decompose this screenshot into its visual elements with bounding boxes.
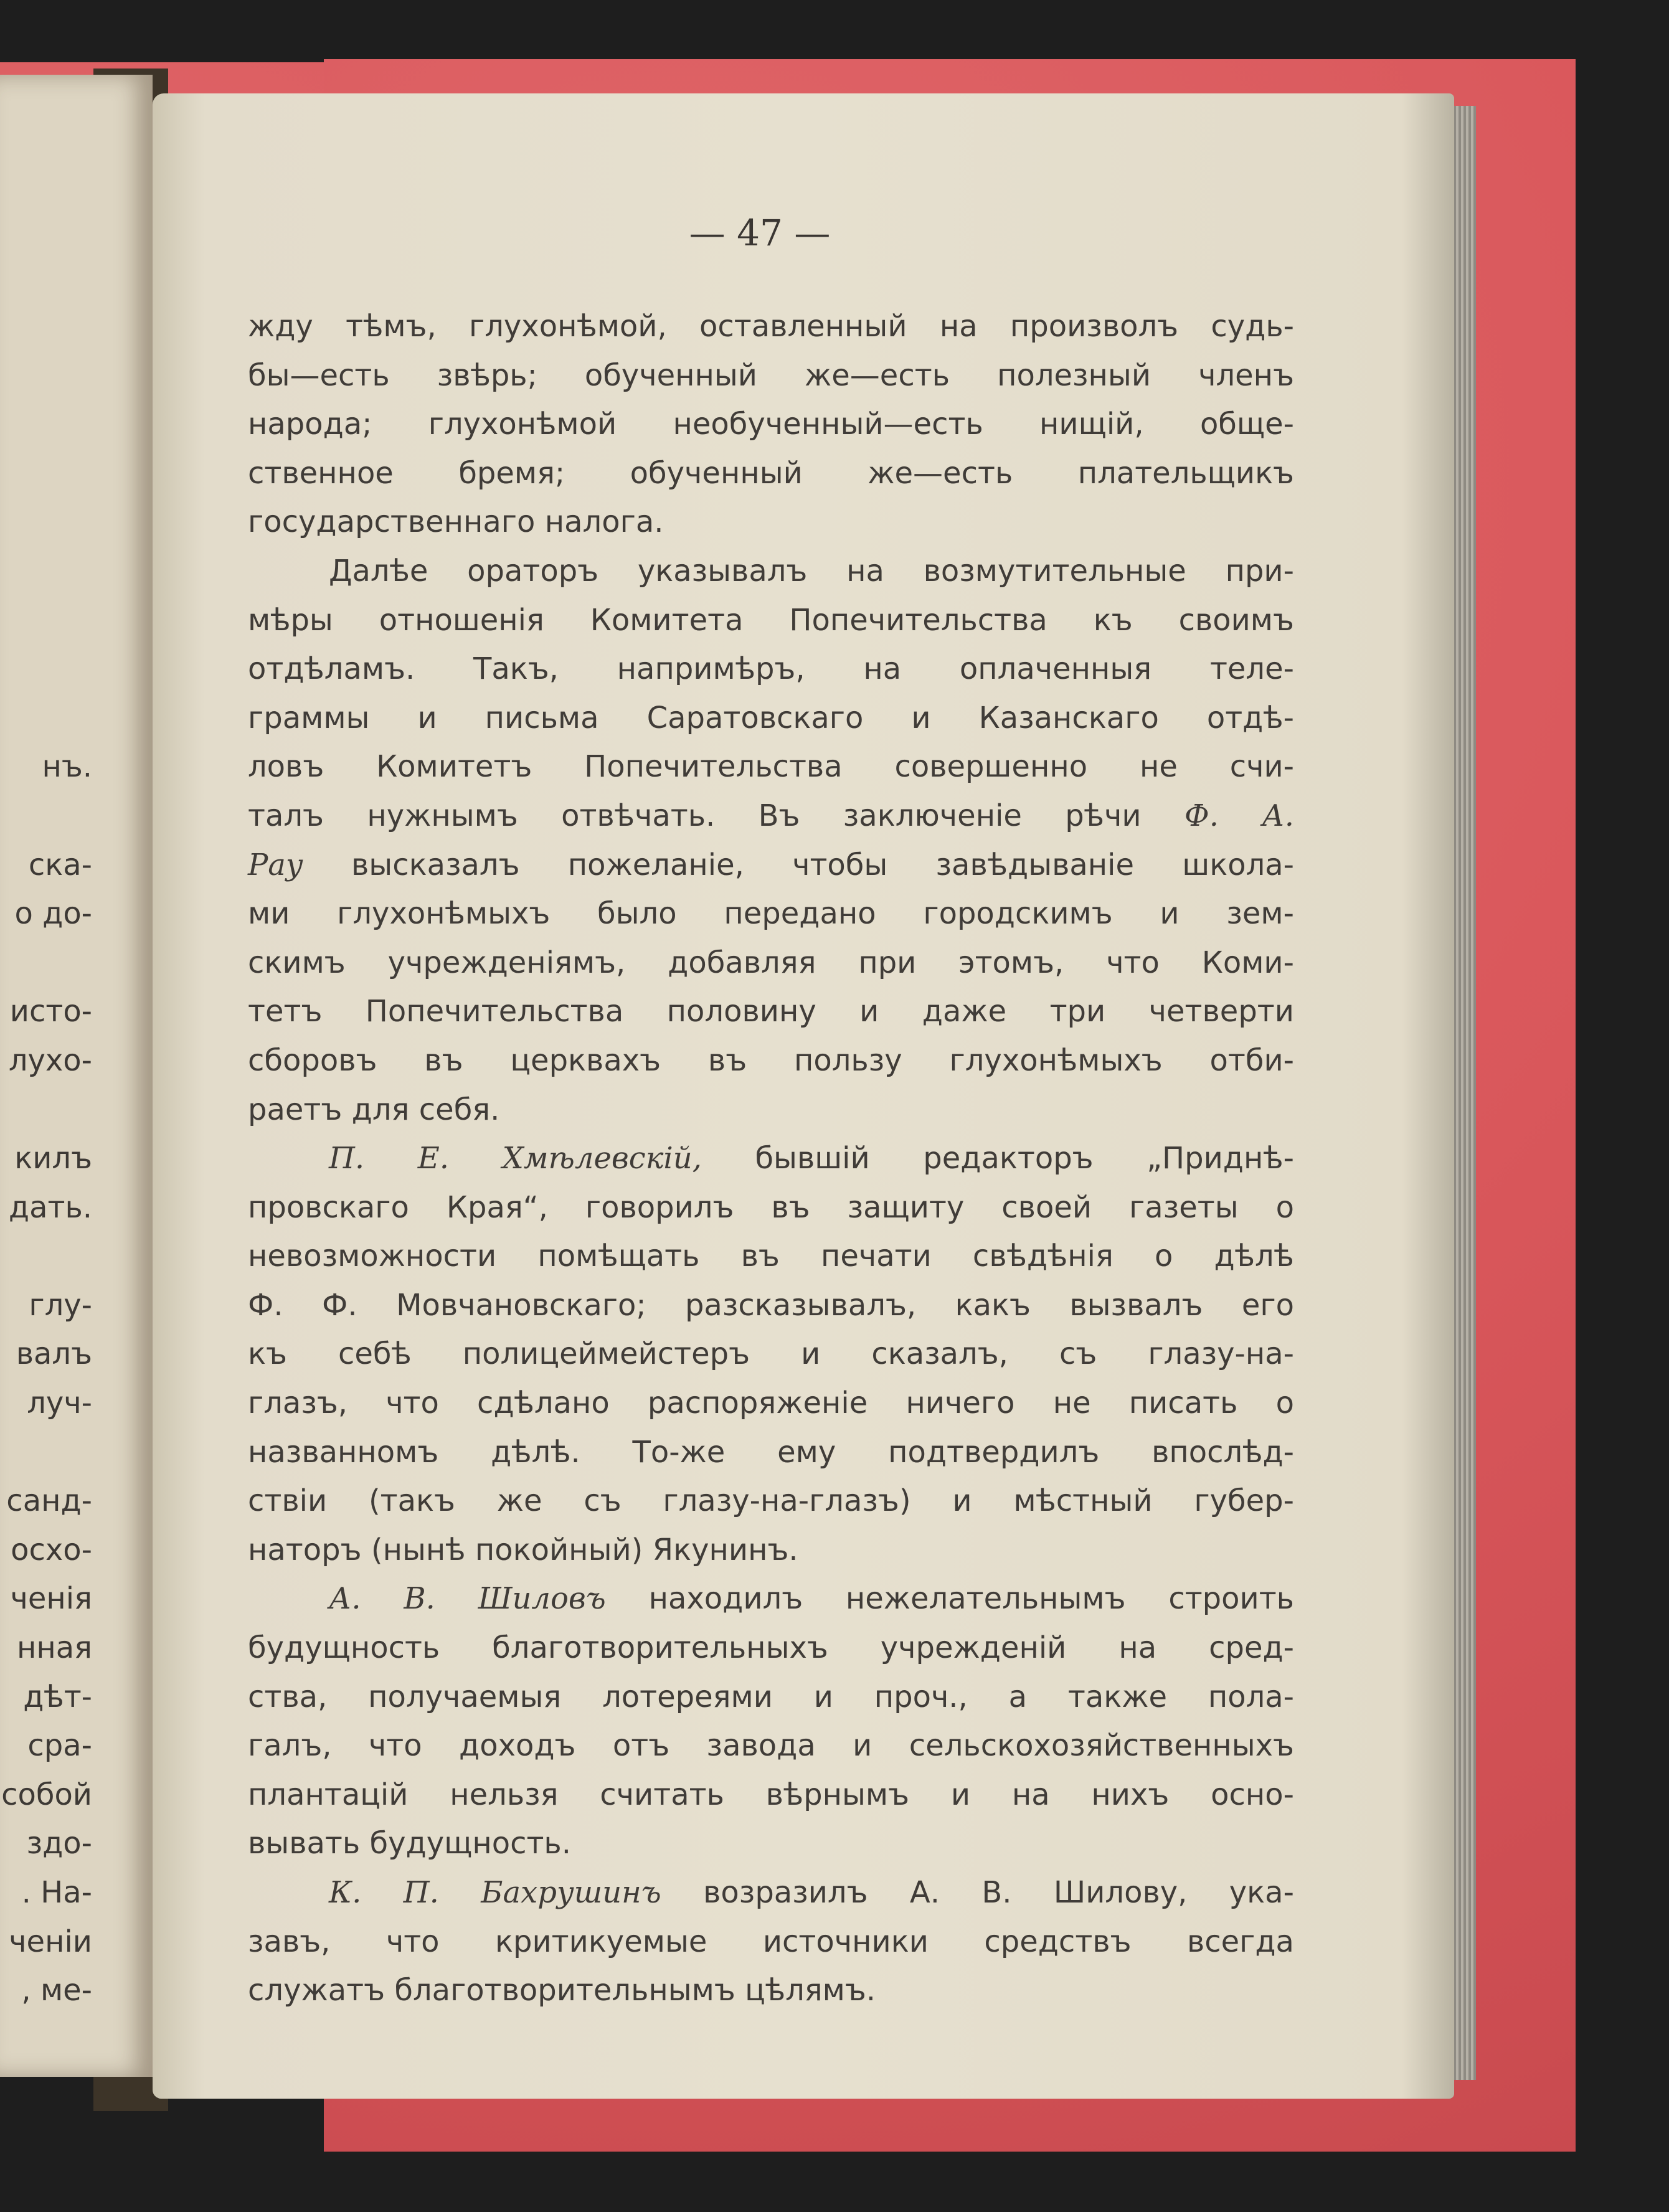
word: что	[1106, 945, 1160, 980]
left-page-fragment: здо-	[26, 1826, 92, 1861]
word: критикуемые	[495, 1924, 707, 1959]
word: три	[1049, 994, 1106, 1029]
text-line	[248, 889, 1294, 938]
text-line	[248, 694, 1294, 743]
left-page-fragment	[0, 400, 92, 449]
word: судь-	[1211, 309, 1294, 344]
text-line	[248, 596, 1294, 645]
word: вызвалъ	[1069, 1287, 1203, 1323]
word: въ	[740, 1239, 780, 1274]
word: къ	[248, 1336, 287, 1372]
word: бремя;	[458, 455, 565, 491]
word: городскимъ	[923, 896, 1113, 932]
word: же—есть	[868, 455, 1013, 491]
word: писать	[1128, 1386, 1238, 1421]
word: талъ	[248, 798, 324, 833]
word: Е.	[417, 1141, 449, 1176]
word: при-	[1225, 553, 1294, 588]
word: дѣлѣ.	[491, 1434, 580, 1470]
left-page-fragment: килъ	[14, 1141, 92, 1176]
left-page-fragment: валъ	[16, 1336, 92, 1372]
word: сборовъ	[248, 1042, 377, 1078]
word: глазу-на-	[1148, 1336, 1294, 1372]
word: сельскохозяйственныхъ	[909, 1728, 1294, 1764]
text-line	[248, 1134, 1294, 1183]
word: при	[858, 945, 917, 980]
word: въ	[707, 1042, 747, 1078]
text-line	[248, 1917, 1294, 1967]
left-page-fragment	[0, 694, 92, 743]
word: половину	[666, 994, 816, 1029]
word: даже	[922, 994, 1007, 1029]
word: Въ	[758, 798, 800, 833]
left-page-fragment: собой	[1, 1777, 92, 1812]
word: средствъ	[984, 1924, 1132, 1959]
word: нельзя	[450, 1777, 559, 1812]
word: глазу-на-глазъ)	[663, 1483, 911, 1519]
word: чтобы	[792, 847, 888, 882]
word: своей	[1001, 1189, 1092, 1225]
word: напримѣръ,	[617, 651, 805, 687]
text-line	[248, 1624, 1294, 1673]
word: полицеймейстеръ	[462, 1336, 750, 1372]
left-page-fragment	[0, 792, 92, 841]
word: и	[950, 1777, 971, 1812]
word: было	[597, 896, 677, 932]
left-page-fragment: луч-	[27, 1386, 92, 1421]
word: нежелательнымъ	[845, 1581, 1126, 1617]
word: названномъ	[248, 1434, 439, 1470]
word: будущность	[248, 1630, 440, 1666]
word: школа-	[1182, 847, 1294, 882]
word: для	[351, 1092, 410, 1127]
word: и	[417, 700, 437, 735]
word: А.	[329, 1581, 361, 1617]
text-line	[248, 449, 1294, 498]
word: служатъ	[248, 1973, 385, 2008]
word: Далѣе	[329, 553, 428, 588]
left-page-fragment: ченіи	[9, 1924, 92, 1959]
word: покойный)	[475, 1532, 643, 1567]
word: газеты	[1129, 1189, 1239, 1225]
left-page-fragment	[0, 498, 92, 547]
word: глухонѣмыхъ	[949, 1042, 1163, 1078]
word: галъ,	[248, 1728, 332, 1764]
text-line	[248, 1673, 1294, 1722]
word: что	[385, 1924, 440, 1959]
word: губер-	[1194, 1483, 1294, 1519]
word: оставленный	[699, 309, 907, 344]
word: народа;	[248, 407, 372, 442]
word: нужнымъ	[367, 798, 518, 833]
text-line	[248, 1379, 1294, 1428]
word: разсказывалъ,	[684, 1287, 917, 1323]
word: То-же	[632, 1434, 726, 1470]
text-line	[248, 987, 1294, 1036]
text-line	[248, 1819, 1294, 1868]
word: К.	[329, 1875, 362, 1910]
text-line	[248, 1085, 1294, 1135]
word: впослѣд-	[1151, 1434, 1294, 1470]
word: рѣчи	[1065, 798, 1142, 833]
left-page-fragment: лухо-	[8, 1042, 92, 1078]
word: сред-	[1209, 1630, 1294, 1666]
word: письма	[485, 700, 599, 735]
word: нищій,	[1039, 407, 1144, 442]
word: о	[1275, 1386, 1294, 1421]
word: ственное	[248, 455, 394, 491]
word: передано	[724, 896, 876, 932]
word: Попечительства	[789, 602, 1047, 638]
text-line	[248, 1526, 1294, 1575]
text-line	[248, 1036, 1294, 1085]
left-page-fragment	[0, 1232, 92, 1281]
left-page-fragment: осхо-	[11, 1532, 92, 1567]
word: получаемыя	[368, 1679, 562, 1714]
word: налога.	[544, 504, 664, 540]
word: ука-	[1229, 1875, 1294, 1910]
word: глухонѣмыхъ	[337, 896, 551, 932]
text-line	[248, 742, 1294, 792]
text-line	[248, 1721, 1294, 1770]
left-page-fragment: нъ.	[42, 749, 92, 785]
text-line	[248, 938, 1294, 988]
word: ничего	[905, 1386, 1015, 1421]
word: жду	[248, 309, 313, 344]
word: Ф.	[322, 1287, 357, 1323]
word: находилъ	[648, 1581, 803, 1617]
word: и	[801, 1336, 821, 1372]
word: этомъ,	[958, 945, 1064, 980]
word: ми	[248, 896, 290, 932]
word: ства,	[248, 1679, 328, 1714]
word: звѣрь;	[437, 357, 537, 393]
text-line	[248, 1183, 1294, 1232]
word: ораторъ	[467, 553, 599, 588]
word: А.	[1262, 798, 1294, 833]
word: помѣщать	[537, 1239, 700, 1274]
word: (нынѣ	[371, 1532, 466, 1567]
left-page-fragment: о до-	[14, 896, 92, 932]
left-page-fragment: . На-	[21, 1875, 92, 1910]
word: теле-	[1209, 651, 1294, 687]
word: В.	[404, 1581, 435, 1617]
word: мѣстный	[1013, 1483, 1153, 1519]
word: А.	[909, 1875, 940, 1910]
word: всегда	[1186, 1924, 1294, 1959]
word: а	[1008, 1679, 1028, 1714]
word: отвѣчать.	[561, 798, 716, 833]
left-page-fragment: глу-	[29, 1287, 92, 1323]
word: пользу	[794, 1042, 902, 1078]
word: Шиловъ	[478, 1581, 606, 1617]
word: учрежденіямъ,	[387, 945, 626, 980]
word: Рау	[248, 847, 303, 882]
word: свѣдѣнія	[972, 1239, 1113, 1274]
word: плательщикъ	[1077, 455, 1294, 491]
word: Такъ,	[473, 651, 559, 687]
word: къ	[1093, 602, 1133, 638]
word: плантацій	[248, 1777, 409, 1812]
word: бывшій	[755, 1141, 870, 1176]
left-page-fragment: нная	[16, 1630, 92, 1666]
word: отношенія	[379, 602, 544, 638]
word: Шилову,	[1053, 1875, 1188, 1910]
word: тетъ	[248, 994, 323, 1029]
word: глухонѣмой	[428, 407, 617, 442]
word: членъ	[1198, 357, 1294, 393]
left-page-fragment: сра-	[27, 1728, 92, 1764]
word: отдѣламъ.	[248, 651, 415, 687]
word: невозможности	[248, 1239, 497, 1274]
word: и	[813, 1679, 833, 1714]
left-page-fragment: исто-	[9, 994, 92, 1029]
left-page-fragment	[0, 302, 92, 351]
word: обученный	[630, 455, 803, 491]
text-line	[248, 1281, 1294, 1330]
word: Попечительства	[584, 749, 843, 785]
word: Казанскаго	[978, 700, 1159, 735]
text-line	[248, 400, 1294, 449]
word: мѣры	[248, 602, 333, 638]
left-page-fragment	[0, 351, 92, 400]
word: зем-	[1226, 896, 1294, 932]
word: благотворительныхъ	[492, 1630, 828, 1666]
word: не	[1052, 1386, 1091, 1421]
word: будущность.	[369, 1826, 571, 1861]
word: въ	[424, 1042, 463, 1078]
left-page-fragment	[0, 449, 92, 498]
left-page-fragment: дать.	[8, 1189, 92, 1225]
word: Комитета	[590, 602, 744, 638]
word: сказалъ,	[871, 1336, 1008, 1372]
text-line	[248, 645, 1294, 694]
left-page-text-fragments	[0, 302, 92, 2015]
word: же	[496, 1483, 542, 1519]
word: себѣ	[338, 1336, 412, 1372]
word: пожеланіе,	[567, 847, 744, 882]
word: завѣдываніе	[935, 847, 1135, 882]
word: нихъ	[1091, 1777, 1170, 1812]
text-line	[248, 547, 1294, 596]
word: отби-	[1209, 1042, 1294, 1078]
word: на	[1011, 1777, 1050, 1812]
word: пола-	[1208, 1679, 1294, 1714]
text-line	[248, 1770, 1294, 1820]
word: его	[1241, 1287, 1294, 1323]
word: съ	[1059, 1336, 1097, 1372]
word: глухонѣмой,	[469, 309, 667, 344]
word: граммы	[248, 700, 370, 735]
word: что	[368, 1728, 422, 1764]
word: Мовчановскаго;	[396, 1287, 646, 1323]
word: Хмѣлевскій,	[502, 1141, 702, 1176]
word: Попечительства	[365, 994, 624, 1029]
word: строить	[1168, 1581, 1294, 1617]
word: П.	[403, 1875, 439, 1910]
word: что	[385, 1386, 439, 1421]
word: ему	[777, 1434, 836, 1470]
word: вывать	[248, 1826, 361, 1861]
word: вѣрнымъ	[765, 1777, 910, 1812]
word: Бахрушинъ	[481, 1875, 661, 1910]
text-line	[248, 792, 1294, 841]
word: Коми-	[1201, 945, 1294, 980]
text-line	[248, 1232, 1294, 1281]
word: какъ	[955, 1287, 1031, 1323]
word: съ	[584, 1483, 622, 1519]
word: дѣлѣ	[1214, 1239, 1294, 1274]
text-line	[248, 1868, 1294, 1917]
word: полезный	[997, 357, 1151, 393]
left-page-fragment	[0, 547, 92, 596]
page-number: — 47 —	[689, 212, 831, 254]
word: сдѣлано	[477, 1386, 610, 1421]
word: и	[853, 1728, 872, 1764]
text-line	[248, 1574, 1294, 1624]
word: добавляя	[668, 945, 816, 980]
word: печати	[820, 1239, 932, 1274]
text-line	[248, 1330, 1294, 1379]
word: о	[1155, 1239, 1173, 1274]
text-line	[248, 841, 1294, 890]
word: „Приднѣ-	[1147, 1141, 1294, 1176]
text-line	[248, 1966, 1294, 2015]
left-page-fragment	[0, 1085, 92, 1135]
word: подтвердилъ	[888, 1434, 1100, 1470]
left-page-fragment: ска-	[28, 847, 92, 882]
word: Якунинъ.	[652, 1532, 798, 1567]
word: возразилъ	[703, 1875, 868, 1910]
word: заключеніе	[843, 798, 1022, 833]
word: осно-	[1211, 1777, 1294, 1812]
text-line	[248, 498, 1294, 547]
word: П.	[329, 1141, 365, 1176]
left-page-fragment	[0, 645, 92, 694]
word: говорилъ	[585, 1189, 734, 1225]
word: въ	[771, 1189, 810, 1225]
left-page-fragment: , ме-	[21, 1973, 92, 2008]
word: на	[846, 553, 884, 588]
word: бы—есть	[248, 357, 390, 393]
word: скимъ	[248, 945, 346, 980]
word: на	[1118, 1630, 1157, 1666]
word: счи-	[1229, 749, 1294, 785]
word: своимъ	[1178, 602, 1294, 638]
word: указывалъ	[637, 553, 808, 588]
word: высказалъ	[351, 847, 520, 882]
word: (такъ	[368, 1483, 455, 1519]
word: же—есть	[805, 357, 950, 393]
word: оплаченныя	[959, 651, 1152, 687]
word: доходъ	[459, 1728, 576, 1764]
word: также	[1067, 1679, 1167, 1714]
word: и	[1160, 896, 1180, 932]
left-page-fragment	[0, 1428, 92, 1477]
word: лотереями	[602, 1679, 773, 1714]
left-page-fragment	[0, 938, 92, 988]
left-page-fragment	[0, 596, 92, 645]
text-block	[248, 302, 1294, 2015]
word: произволъ	[1009, 309, 1179, 344]
word: о	[1275, 1189, 1294, 1225]
word: не	[1139, 749, 1178, 785]
text-line	[248, 1428, 1294, 1477]
word: ствіи	[248, 1483, 328, 1519]
word: и	[859, 994, 879, 1029]
word: цѣлямъ.	[745, 1973, 876, 2008]
word: завода	[706, 1728, 816, 1764]
word: обще-	[1199, 407, 1294, 442]
text-line	[248, 351, 1294, 400]
word: возмутительные	[923, 553, 1186, 588]
word: себя.	[418, 1092, 500, 1127]
word: благотворительнымъ	[394, 1973, 735, 2008]
word: В.	[981, 1875, 1012, 1910]
word: считать	[600, 1777, 724, 1812]
word: и	[952, 1483, 972, 1519]
word: на	[863, 651, 902, 687]
word: проч.,	[874, 1679, 968, 1714]
word: ловъ	[248, 749, 324, 785]
word: отдѣ-	[1206, 700, 1294, 735]
word: Ф.	[248, 1287, 283, 1323]
word: учрежденій	[880, 1630, 1067, 1666]
text-line	[248, 302, 1294, 351]
word: Ф.	[1184, 798, 1219, 833]
word: на	[939, 309, 978, 344]
word: отъ	[612, 1728, 670, 1764]
word: Комитетъ	[376, 749, 532, 785]
word: завъ,	[248, 1924, 331, 1959]
left-page-fragment: санд-	[6, 1483, 92, 1519]
word: редакторъ	[923, 1141, 1094, 1176]
word: государственнаго	[248, 504, 536, 540]
left-page-fragment: ченія	[10, 1581, 92, 1617]
word: защиту	[847, 1189, 965, 1225]
word: совершенно	[894, 749, 1088, 785]
word: необученный—есть	[673, 407, 983, 442]
word: церквахъ	[510, 1042, 661, 1078]
word: Края“,	[446, 1189, 548, 1225]
text-line	[248, 1477, 1294, 1526]
word: обученный	[584, 357, 757, 393]
left-page-fragment: дѣт-	[23, 1679, 92, 1714]
word: распоряженіе	[647, 1386, 868, 1421]
word: источники	[762, 1924, 929, 1959]
word: глазъ,	[248, 1386, 348, 1421]
word: тѣмъ,	[346, 309, 437, 344]
word: провскаго	[248, 1189, 409, 1225]
word: Саратовскаго	[646, 700, 864, 735]
word: раетъ	[248, 1092, 343, 1127]
word: четверти	[1148, 994, 1294, 1029]
word: и	[911, 700, 931, 735]
word: наторъ	[248, 1532, 362, 1567]
